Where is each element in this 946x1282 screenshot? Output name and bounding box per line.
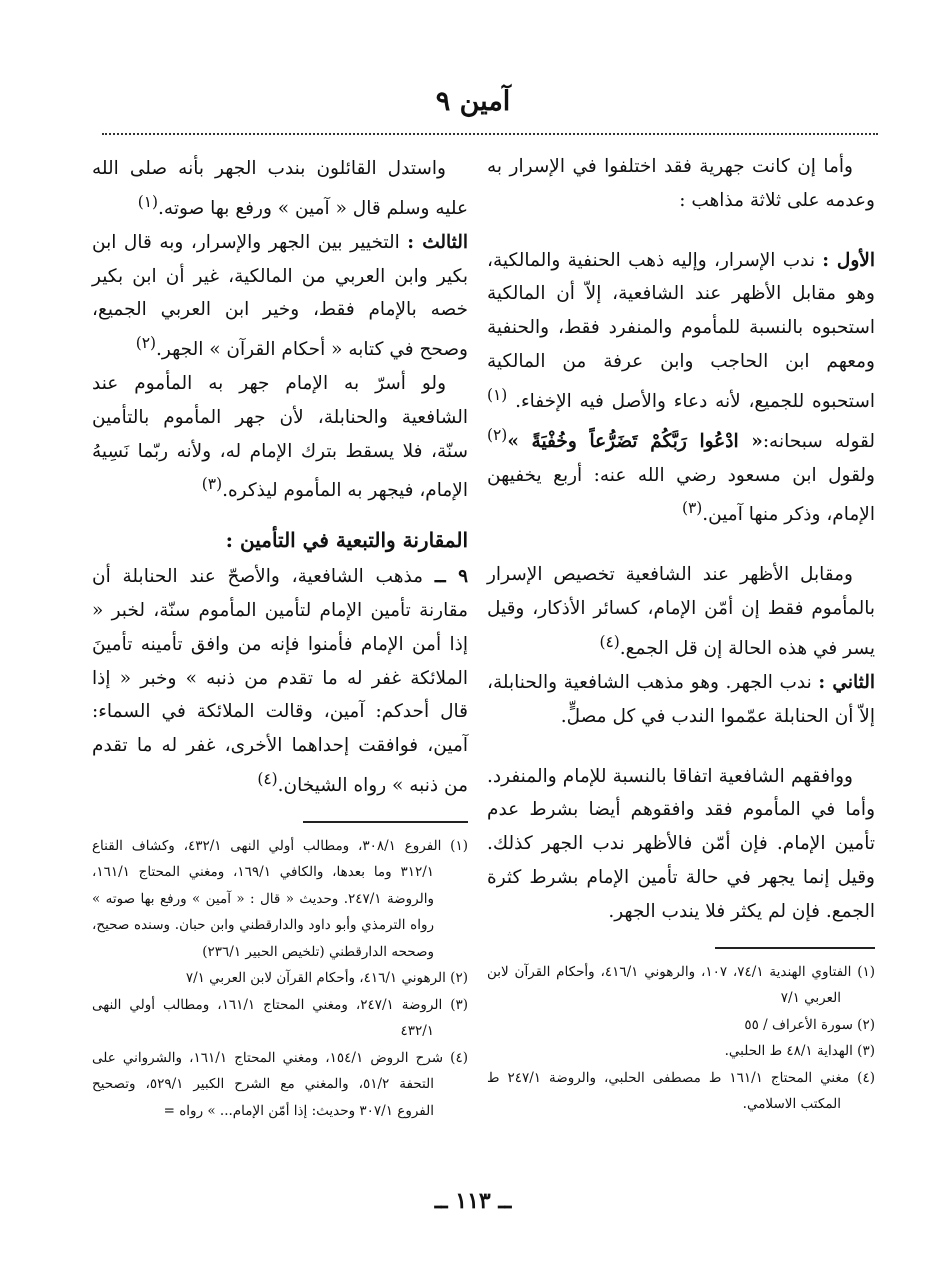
section-9-paragraph — [92, 560, 468, 803]
jahr-evidence-paragraph — [92, 152, 468, 226]
section-heading: المقارنة والتبعية في التأمين : — [225, 528, 468, 553]
jahr-evidence-text: واستدل القائلون بندب الجهر بأنه صلى الله عليه وسلم قال « آمين » ورفع بها صوته. — [92, 158, 468, 219]
footnote-item: (١) الفروع ٣٠٨/١، ومطالب أولي النهى ٤٣٢/١، وكشاف القناع ٣١٢/١ وما بعدها، والكافي ١٦٩/١، ومغني المحتاج ١٦١/١، والروضة ٢٤٧/١. وحديث « قال : « آمين » ورفع بها صوته » رواه الترمذي وأبو داود والدارقطني وابن حبان. وسنده صحيح، وصححه الدارقطني (تلخيص الحبير ٢٣٦/١) — [92, 837, 468, 960]
third-madhab-paragraph — [92, 226, 468, 367]
footnote-item: (١) الفتاوي الهندية ٧٤/١، ١٠٧، والرهوني ٤١٦/١، وأحكام القرآن لابن العربي ٧/١ — [487, 963, 876, 1007]
footnote-item: (٢) سورة الأعراف / ٥٥ — [744, 1016, 875, 1033]
footnote-marker: (١) — [137, 192, 159, 211]
aqhar-paragraph — [487, 558, 875, 666]
footnote-marker: (١) — [487, 385, 508, 404]
footnote-divider — [715, 947, 875, 949]
footnote-item: (٢) الرهوني ٤١٦/١، وأحكام القرآن لابن العربي ٧/١ — [185, 970, 468, 987]
left-column — [92, 152, 468, 1124]
footnote-marker: (٢) — [487, 425, 508, 444]
footnotes-left — [92, 833, 468, 1125]
section-9-text: مذهب الشافعية، والأصحّ عند الحنابلة أن مقارنة تأمين الإمام لتأمين المأموم سنّة، لخبر « إذا أمن الإمام فأمنوا فإنه من وافق تأمينه تأمينَ الملائكة غفر له ما تقدم من ذنبه » وخبر « إذا قال أحدكم: آمين، وقالت الملائكة في السماء: آمين، فوافقت إحداهما الأخرى، غفر له ما تقدم من ذنبه » رواه الشيخان. — [92, 566, 468, 797]
quran-verse: « ادْعُوا رَبَّكُمْ تَضَرُّعاً وخُفْيَةً » — [507, 430, 763, 452]
page-number: ــ ١١٣ ــ — [434, 1188, 512, 1214]
footnote-item: (٣) الروضة ٢٤٧/١، ومغني المحتاج ١٦١/١، ومطالب أولي النهى ٤٣٢/١ — [92, 996, 469, 1040]
third-madhab-text: التخيير بين الجهر والإسرار، وبه قال ابن بكير وابن العربي من المالكية، غير أن ابن بكير خصه بالإمام فقط، وخير ابن العربي الجميع، وصحح في كتابه « أحكام القرآن » الجهر. — [92, 231, 468, 361]
first-madhab-text: ندب الإسرار، وإليه ذهب الحنفية والمالكية، وهو مقابل الأظهر عند الشافعية، إلاّ أن المالكية استحبوه بالنسبة للمأموم والمنفرد فقط، والحنفية ومعهم ابن الحاجب وابن عرفة من المالكية استحبوه للجميع، لأنه دعاء والأصل فيه الإخفاء. — [487, 249, 876, 412]
footnote-marker: (٢) — [135, 334, 157, 353]
footnote-marker: (٤) — [257, 770, 278, 789]
second-madhab-text: ندب الجهر. وهو مذهب الشافعية والحنابلة، إلاّ أن الحنابلة عمّموا الندب في كل مصلٍّ. — [487, 671, 875, 727]
footnote-divider — [303, 821, 468, 823]
footnote-item: (٤) شرح الروض ١٥٤/١، ومغني المحتاج ١٦١/١، والشرواني على التحفة ٥١/٢، والمغني مع الشرح الكبير ٥٢٩/١، وتصحيح الفروع ٣٠٧/١ وحديث: إذا أمّن الإمام... » رواه = — [92, 1049, 468, 1119]
right-column — [487, 150, 875, 1118]
first-madhab-label: الأول : — [822, 249, 875, 271]
imam-secret-text: ولو أسرّ به الإمام جهر به المأموم عند الشافعية والحنابلة، لأن جهر المأموم بالتأمين سنّة، فلا يسقط بترك الإمام له، ولأنه ربّما نَسِيهُ الإمام، فيجهر به المأموم ليذكره. — [92, 373, 468, 502]
footnote-item: (٤) مغني المحتاج ١٦١/١ ط مصطفى الحلبي، والروضة ٢٤٧/١ ط المكتب الاسلامي. — [487, 1069, 875, 1113]
page-title: آمين ٩ — [435, 86, 511, 117]
intro-paragraph: وأما إن كانت جهرية فقد اختلفوا في الإسرار به وعدمه على ثلاثة مذاهب : — [487, 156, 875, 211]
section-number: ٩ ــ — [434, 566, 468, 588]
header-dotted-rule — [102, 133, 878, 135]
ibn-masud-text: ولقول ابن مسعود رضي الله عنه: أربع يخفيهن الإمام، وذكر منها آمين. — [487, 464, 875, 526]
footnotes-right — [487, 959, 875, 1118]
footnote-marker: (٤) — [599, 633, 620, 652]
agreement-paragraph: ووافقهم الشافعية اتفاقا بالنسبة للإمام والمنفرد. وأما في المأموم فقد وافقوهم أيضا بشرط عدم تأمين الإمام. فإن أمّن فالأظهر ندب الجهر كذلك. وقيل إنما يجهر في حالة تأمين الإمام بشرط كثرة الجمع. فإن لم يكثر فلا يندب الجهر. — [487, 765, 875, 922]
quran-intro: لقوله سبحانه: — [762, 430, 876, 452]
second-madhab-paragraph — [487, 666, 875, 734]
third-madhab-label: الثالث : — [407, 231, 468, 253]
footnote-marker: (٣) — [681, 499, 703, 518]
first-madhab-paragraph — [487, 244, 875, 533]
footnote-item: (٣) الهداية ٤٨/١ ط الحلبي. — [724, 1043, 875, 1060]
second-madhab-label: الثاني : — [818, 671, 875, 693]
footnote-marker: (٣) — [201, 475, 223, 494]
imam-secret-paragraph — [92, 367, 468, 508]
aqhar-text: ومقابل الأظهر عند الشافعية تخصيص الإسرار بالمأموم فقط إن أمّن الإمام، كسائر الأذكار، وقيل يسر في هذه الحالة إن قل الجمع. — [487, 564, 875, 660]
